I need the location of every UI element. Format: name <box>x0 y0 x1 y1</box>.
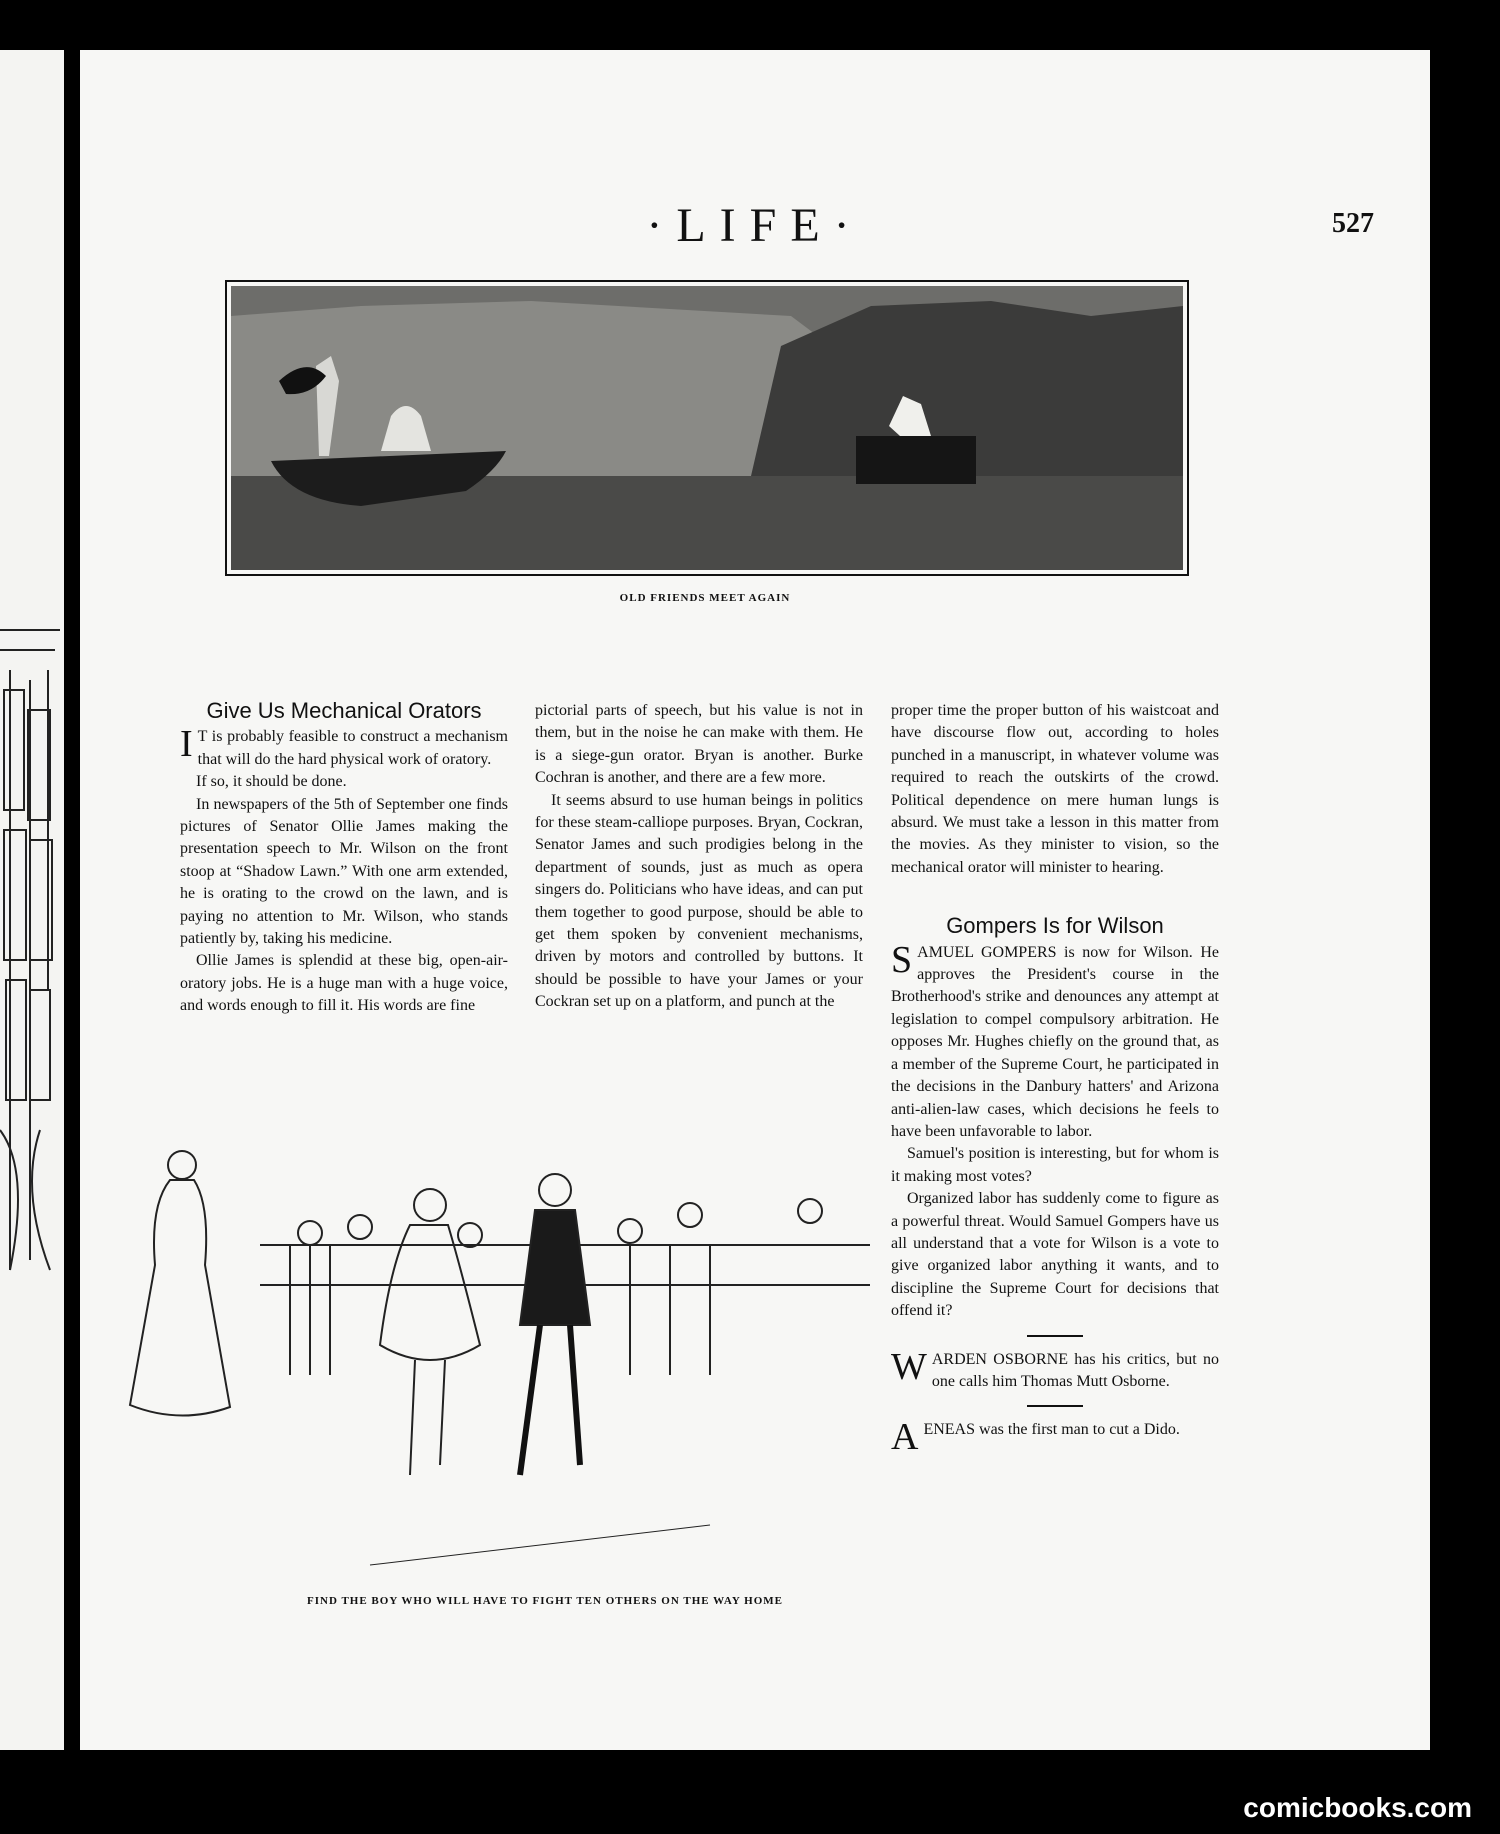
article1-paragraph-3: In newspapers of the 5th of September one finds pictures of Senator Ollie James making the presentation speech to Mr. Wilson on the front stoop at “Shadow Lawn.” With one arm extended, he is orating to the crowd on the lawn, and is paying no attention to Mr. Wilson, who stands patiently by, taking his medicine. <box>180 795 508 948</box>
article1-paragraph-6: It seems absurd to use human beings in politics for these steam-calliope purposes. Bryan, Cockran, Senator James and such prodigies belong in the department of sounds, just as much as opera singers do. Politicians who have ideas, and can put them together to good purpose, should be able to get them spoken by convenient mechanisms, driven by motors and controlled by buttons. It should be possible to have your James or your Cockran set up on a platform, and punch at the <box>535 791 863 1011</box>
quip-warden-osborne: ARDEN OSBORNE has his critics, but no one calls him Thomas Mutt Osborne. <box>931 1350 1219 1390</box>
column-2 <box>535 700 863 1014</box>
magazine-page <box>80 50 1430 1750</box>
article2-paragraph-1: AMUEL GOMPERS is now for Wilson. He approves the President's course in the Brotherhood's strike and denounces any attempt at legislation to compel compulsory arbitration. He opposes Mr. Hughes chiefly on the ground that, as a member of the Supreme Court, he participated in the decisions in the Danbury hatters' and Arizona anti-alien-law cases, which decisions he feels to have been unfavorable to labor. <box>891 943 1219 1140</box>
divider-rule <box>1027 1335 1083 1337</box>
divider-rule <box>1027 1405 1083 1407</box>
dropcap-s: S <box>891 938 913 981</box>
top-illustration-caption: OLD FRIENDS MEET AGAIN <box>619 592 791 604</box>
article-title-mechanical-orators: Give Us Mechanical Orators <box>206 698 482 723</box>
quip-aeneas: ENEAS was the first man to cut a Dido. <box>923 1421 1180 1439</box>
article1-paragraph-5: pictorial parts of speech, but his value is not in them, but in the noise he can make with them. He is a siege-gun orator. Bryan is another. Burke Cochran is another, and there are a few more. <box>535 702 863 787</box>
article1-paragraph-2: If so, it should be done. <box>196 773 347 791</box>
boat-and-cliffs-illustration <box>231 286 1183 570</box>
top-illustration <box>225 280 1189 576</box>
article2-paragraph-2: Samuel's position is interesting, but for whom is it making most votes? <box>891 1145 1219 1185</box>
site-watermark: comicbooks.com <box>1243 1792 1472 1823</box>
article1-paragraph-7: proper time the proper button of his waistcoat and have discourse flow out, according to holes punched in a manuscript, in whatever volume was required to reach the outskirts of the crowd. Political dependence on mere human lungs is absurd. We must take a lesson in this matter from the movies. As they minister to vision, so the mechanical orator will minister to hearing. <box>891 702 1219 876</box>
dropcap-i: I <box>180 723 193 766</box>
dropcap-a: A <box>891 1416 919 1459</box>
dropcap-w: W <box>891 1345 927 1388</box>
facing-page-illustration <box>0 570 64 1290</box>
masthead-title: ·LIFE· <box>646 199 864 252</box>
column-1 <box>180 700 508 1018</box>
column-3 <box>891 700 1219 1459</box>
page-number: 527 <box>1332 208 1374 239</box>
article-title-gompers: Gompers Is for Wilson <box>946 913 1164 939</box>
article1-paragraph-4: Ollie James is splendid at these big, open-air-oratory jobs. He is a huge man with a huge voice, and words enough to fill it. His words are fine <box>180 952 508 1015</box>
facing-page-edge <box>0 50 64 1750</box>
dancing-children-illustration <box>110 1145 890 1585</box>
article1-paragraph-1: T is probably feasible to construct a mechanism that will do the hard physical work of oratory. <box>197 728 508 768</box>
article2-paragraph-3: Organized labor has suddenly come to figure as a powerful threat. Would Samuel Gompers have us all understand that a vote for Wilson is a vote to give organized labor anything it wants, and to discipline the Supreme Court for decisions that offend it? <box>891 1190 1219 1320</box>
bottom-illustration-caption: FIND THE BOY WHO WILL HAVE TO FIGHT TEN OTHERS ON THE WAY HOME <box>307 1595 783 1607</box>
